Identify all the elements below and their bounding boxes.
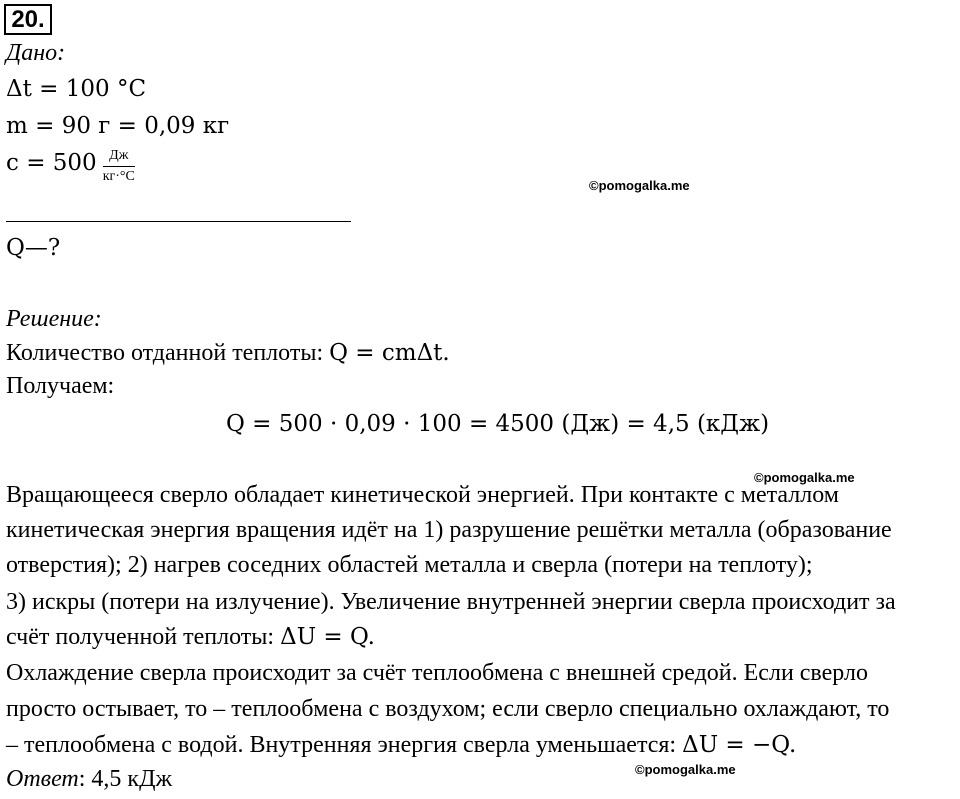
solution-line-1-formula: Q = cmΔt. bbox=[329, 340, 450, 366]
answer-value: : 4,5 кДж bbox=[78, 766, 173, 792]
paragraph-line: кинетическая энергия вращения идёт на 1) разрушение решётки металла (образование bbox=[6, 517, 892, 543]
find-quantity: Q—? bbox=[6, 235, 61, 261]
answer-label: Ответ bbox=[6, 766, 79, 792]
given-divider bbox=[6, 221, 351, 222]
paragraph-line-text: счёт полученной теплоты: bbox=[6, 624, 281, 650]
watermark: ©pomogalka.me bbox=[635, 762, 736, 777]
given-label: Дано: bbox=[6, 40, 66, 66]
unit-fraction bbox=[103, 148, 135, 185]
paragraph-line: Охлаждение сверла происходит за счёт теплообмена с внешней средой. Если сверло bbox=[6, 660, 868, 686]
solution-line-2: Получаем: bbox=[6, 373, 115, 399]
unit-numerator: Дж bbox=[103, 148, 135, 167]
paragraph-line bbox=[6, 728, 796, 765]
watermark: ©pomogalka.me bbox=[589, 178, 690, 193]
paragraph-line: 3) искры (потери на излучение). Увеличение внутренней энергии сверла происходит за bbox=[6, 589, 896, 615]
paragraph-line-formula: ΔU = −Q. bbox=[682, 732, 797, 758]
solution-line-1-text: Количество отданной теплоты: bbox=[6, 340, 330, 366]
given-specific-heat bbox=[6, 148, 135, 185]
paragraph-line: Вращающееся сверло обладает кинетической энергией. При контакте с металлом bbox=[6, 482, 839, 508]
unit-denominator: кг·°C bbox=[102, 169, 135, 184]
solution-label: Решение: bbox=[6, 306, 102, 332]
paragraph-line: отверстия); 2) нагрев соседних областей металла и сверла (потери на теплоту); bbox=[6, 552, 813, 578]
main-formula: Q = 500 · 0,09 · 100 = 4500 (Дж) = 4,5 (кДж) bbox=[226, 411, 770, 437]
paragraph-line-text: – теплообмена с водой. Внутренняя энергия сверла уменьшается: bbox=[6, 732, 683, 758]
solution-line-1 bbox=[6, 336, 450, 373]
paragraph-line-formula: ΔU = Q. bbox=[280, 624, 375, 650]
given-temperature-change: Δt = 100 °C bbox=[6, 76, 147, 102]
watermark: ©pomogalka.me bbox=[754, 470, 855, 485]
specific-heat-value: c = 500 bbox=[6, 150, 97, 177]
given-mass: m = 90 г = 0,09 кг bbox=[6, 113, 230, 139]
paragraph-line: просто остывает, то – теплообмена с воздухом; если сверло специально охлаждают, то bbox=[6, 696, 890, 722]
answer-line bbox=[6, 762, 172, 799]
paragraph-line bbox=[6, 620, 375, 657]
problem-number: 20. bbox=[4, 4, 52, 35]
